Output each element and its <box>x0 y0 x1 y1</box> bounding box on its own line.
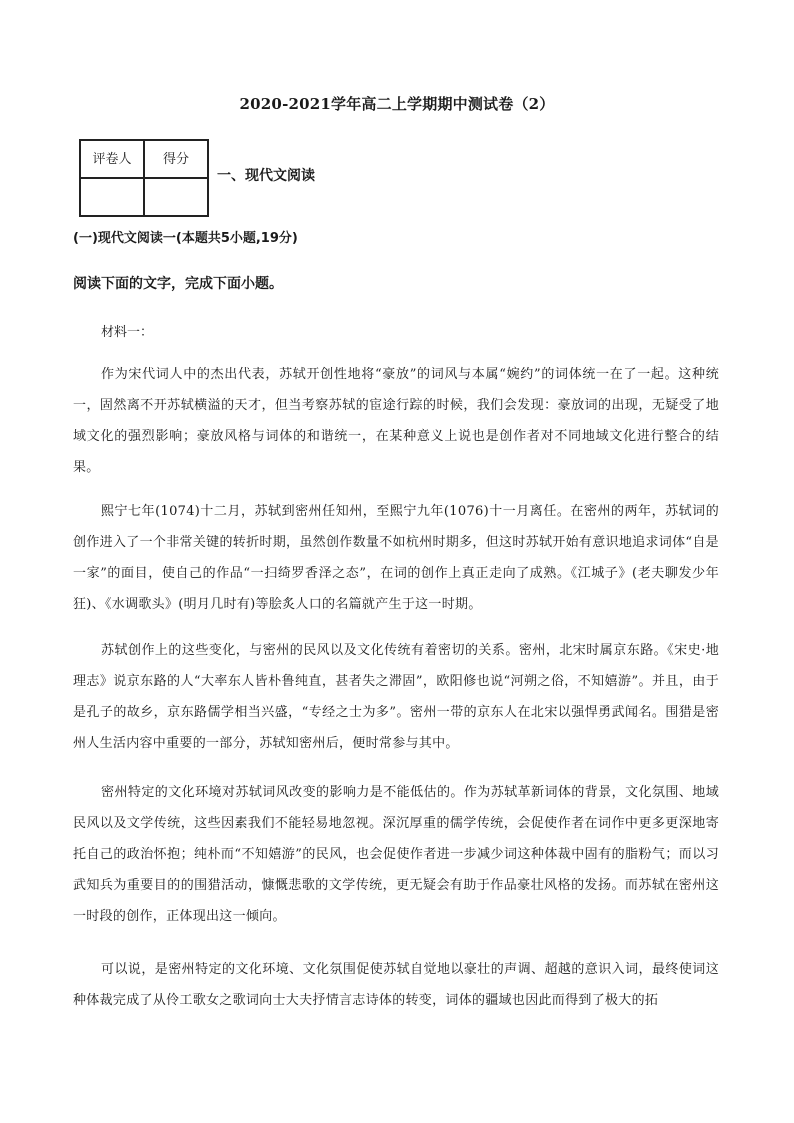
passage-paragraph: 可以说，是密州特定的文化环境、文化氛围促使苏轼自觉地以豪壮的声调、超越的意识入词，最终使词这种体裁完成了从伶工歌女之歌词向士大夫抒情言志诗体的转变，词体的疆域也因此而得到了极大的拓 <box>73 962 719 1008</box>
score-table-input-row <box>80 178 208 216</box>
passage-paragraph: 作为宋代词人中的杰出代表，苏轼开创性地将“豪放”的词风与本属“婉约”的词体统一在了一起。这种统一，固然离不开苏轼横溢的天才，但当考察苏轼的宦途行踪的时候，我们会发现：豪放词的出现，无疑受了地域文化的强烈影响；豪放风格与词体的和谐统一，在某种意义上说也是创作者对不同地域文化进行整合的结果。 <box>73 367 719 475</box>
passage-paragraph: 密州特定的文化环境对苏轼词风改变的影响力是不能低估的。作为苏轼革新词体的背景，文化氛围、地域民风以及文学传统，这些因素我们不能轻易地忽视。深沉厚重的儒学传统，会促使作者在词作中更多更深地寄托自己的政治怀抱；纯朴而“不知嬉游”的民风，也会促使作者进一步减少词这种体裁中固有的脂粉气；而以习武知兵为重要目的的围猎活动，慷慨悲歌的文学传统，更无疑会有助于作品豪壮风格的发扬。而苏轼在密州这一时段的创作，正体现出这一倾向。 <box>73 785 719 924</box>
document-title: 2020-2021学年高二上学期期中测试卷（2） <box>239 95 555 113</box>
passage-paragraph: 熙宁七年(1074)十二月，苏轼到密州任知州，至熙宁九年(1076)十一月离任。在密州的两年，苏轼词的创作进入了一个非常关键的转折时期，虽然创作数量不如杭州时期多，但这时苏轼开始有意识地追求词体“自是一家”的面目，使自己的作品“一扫绮罗香泽之态”，在词的创作上真正走向了成熟。《江城子》(老夫聊发少年狂)、《水调歌头》(明月几时有)等脍炙人口的名篇就产生于这一时期。 <box>73 504 719 612</box>
grader-header-cell <box>80 140 144 178</box>
score-table-header-row <box>80 140 208 178</box>
passage-paragraph: 苏轼创作上的这些变化，与密州的民风以及文化传统有着密切的关系。密州，北宋时属京东路。《宋史·地理志》说京东路的人“大率东人皆朴鲁纯直，甚者失之滞固”，欧阳修也说“河朔之俗，不知嬉游”。并且，由于是孔子的故乡，京东路儒学相当兴盛，“专经之士为多”。密州一带的京东人在北宋以强悍勇武闻名。围猎是密州人生活内容中重要的一部分，苏轼知密州后，便时常参与其中。 <box>73 643 719 751</box>
score-entry-cell <box>144 178 208 216</box>
grader-entry-cell <box>80 178 144 216</box>
section-heading: 一、现代文阅读 <box>217 168 315 184</box>
score-table <box>79 139 209 217</box>
reading-instruction: 阅读下面的文字，完成下面小题。 <box>73 276 283 292</box>
score-header-cell <box>144 140 208 178</box>
score-label: 得分 <box>162 152 189 167</box>
grader-label: 评卷人 <box>92 152 132 167</box>
material-label: 材料一： <box>101 325 154 340</box>
subsection-heading: (一)现代文阅读一(本题共5小题,19分) <box>73 231 298 246</box>
